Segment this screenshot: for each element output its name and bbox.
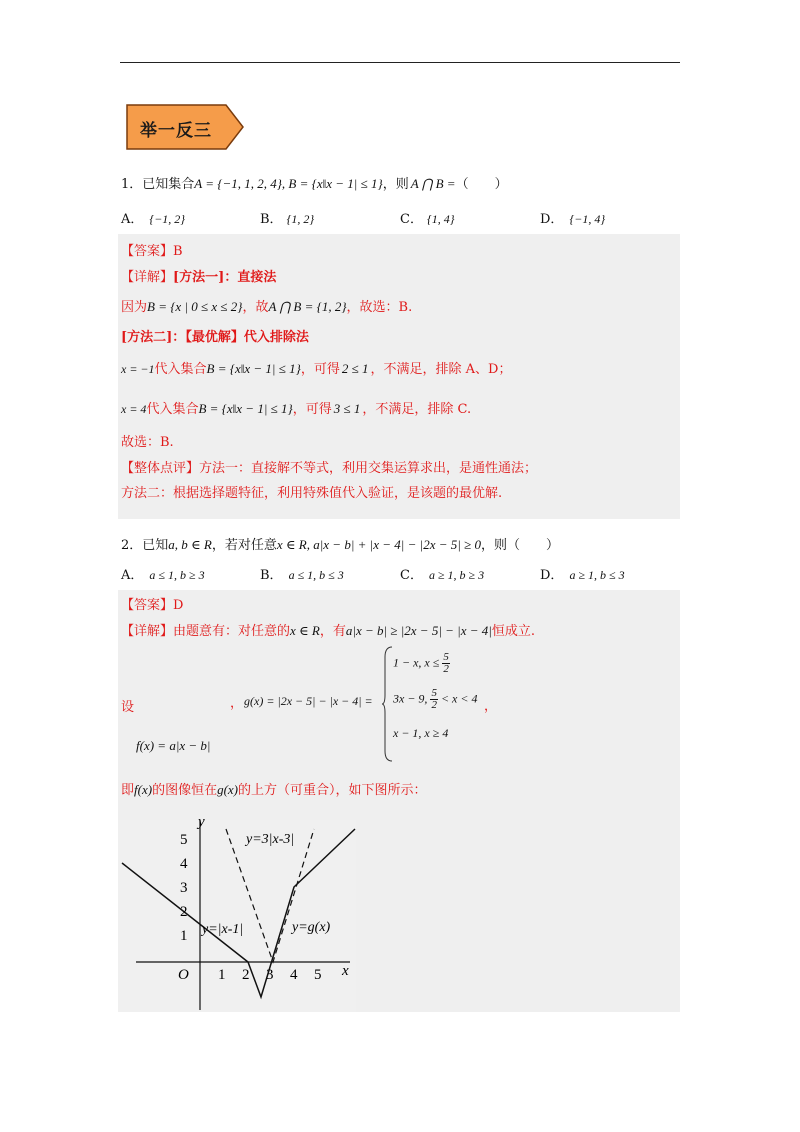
y-tick-5: 5 <box>180 832 188 848</box>
q1-option-a: A． {−1, 2} <box>121 212 186 227</box>
q2-piece-1: 1 − x, x ≤ $\frac{5}{2}$ <box>393 651 449 675</box>
q1-choose: 故选：B. <box>121 435 174 450</box>
q1-method2-line2: x = 4代入集合B = {x‖x − 1| ≤ 1}，可得 3 ≤ 1 ，不满足，排除 C. <box>121 401 472 417</box>
q2-option-d: D． a ≥ 1, b ≤ 3 <box>540 568 625 583</box>
q2-f-def: f(x) = a|x − b| <box>136 738 211 753</box>
q2-stem: 2．已知a, b ∈ R，若对任意x ∈ R, a|x − b| + |x − 4| − |2x − 5| ≥ 0，则（ ） <box>121 537 559 553</box>
label-dashed-curve: y=3|x-3| <box>246 832 295 847</box>
axis-x-label: x <box>342 963 349 979</box>
origin-label: O <box>178 967 189 983</box>
q2-piece-2: 3x − 9, $\frac{5}{2}$ < x < 4 <box>393 687 478 711</box>
q2-answer: 【答案】D <box>121 598 184 613</box>
y-tick-3: 3 <box>180 880 188 896</box>
top-rule <box>120 62 680 63</box>
q2-option-a: A． a ≤ 1, b ≥ 3 <box>121 568 205 583</box>
y-tick-4: 4 <box>180 856 188 872</box>
label-g-curve: y=g(x) <box>292 920 331 935</box>
q1-method1-title: 【详解】[方法一]：直接法 <box>121 270 277 285</box>
q2-graph-intro: 即f(x)的图像恒在g(x)的上方（可重合），如下图所示： <box>121 782 427 798</box>
q1-option-c: C． {1, 4} <box>400 212 455 227</box>
q2-tail-comma: ， <box>484 699 498 714</box>
x-tick-2: 2 <box>242 967 250 983</box>
section-banner-label: 举一反三 <box>140 121 212 141</box>
x-tick-3: 3 <box>266 967 274 983</box>
q2-g-def: g(x) = |2x − 5| − |x − 4| = <box>244 694 373 708</box>
y-tick-2: 2 <box>180 904 188 920</box>
q1-comment-line1: 【整体点评】方法一：直接解不等式，利用交集运算求出，是通性通法； <box>121 461 538 476</box>
q1-answer: 【答案】B <box>121 244 183 259</box>
q1-method1-text: 因为B = {x | 0 ≤ x ≤ 2}，故A ⋂ B = {1, 2}，故选：B. <box>121 299 413 315</box>
q2-let: 设 <box>121 700 135 715</box>
q2-piece-3: x − 1, x ≥ 4 <box>393 726 449 740</box>
curve-dashed <box>226 829 314 962</box>
q2-comma: ， <box>230 696 244 711</box>
q2-detail: 【详解】由题意有：对任意的x ∈ R，有a|x − b| ≥ |2x − 5| − |x − 4|恒成立. <box>121 623 536 639</box>
q2-option-c: C． a ≥ 1, b ≥ 3 <box>400 568 485 583</box>
q1-option-d: D． {−1, 4} <box>540 212 606 227</box>
x-tick-1: 1 <box>218 967 226 983</box>
label-abs-curve: y=|x-1| <box>202 922 244 937</box>
q1-comment-line2: 方法二：根据选择题特征，利用特殊值代入验证，是该题的最优解. <box>121 486 503 501</box>
y-tick-1: 1 <box>180 928 188 944</box>
q1-option-b: B． {1, 2} <box>260 212 315 227</box>
function-graph <box>118 810 358 1020</box>
q1-method2-line1: x = −1代入集合B = {x‖x − 1| ≤ 1}，可得 2 ≤ 1 ，不满足，排除 A、D； <box>121 361 512 377</box>
x-tick-5: 5 <box>314 967 322 983</box>
q1-stem: 1．已知集合A = {−1, 1, 2, 4}, B = {x‖x − 1| ≤ 1}，则 A ⋂ B =（ ） <box>121 176 508 192</box>
x-tick-4: 4 <box>290 967 298 983</box>
q1-method2-title: [方法二]：【最优解】代入排除法 <box>121 330 309 345</box>
q2-option-b: B． a ≤ 1, b ≤ 3 <box>260 568 344 583</box>
axis-y-label: y <box>198 814 205 830</box>
